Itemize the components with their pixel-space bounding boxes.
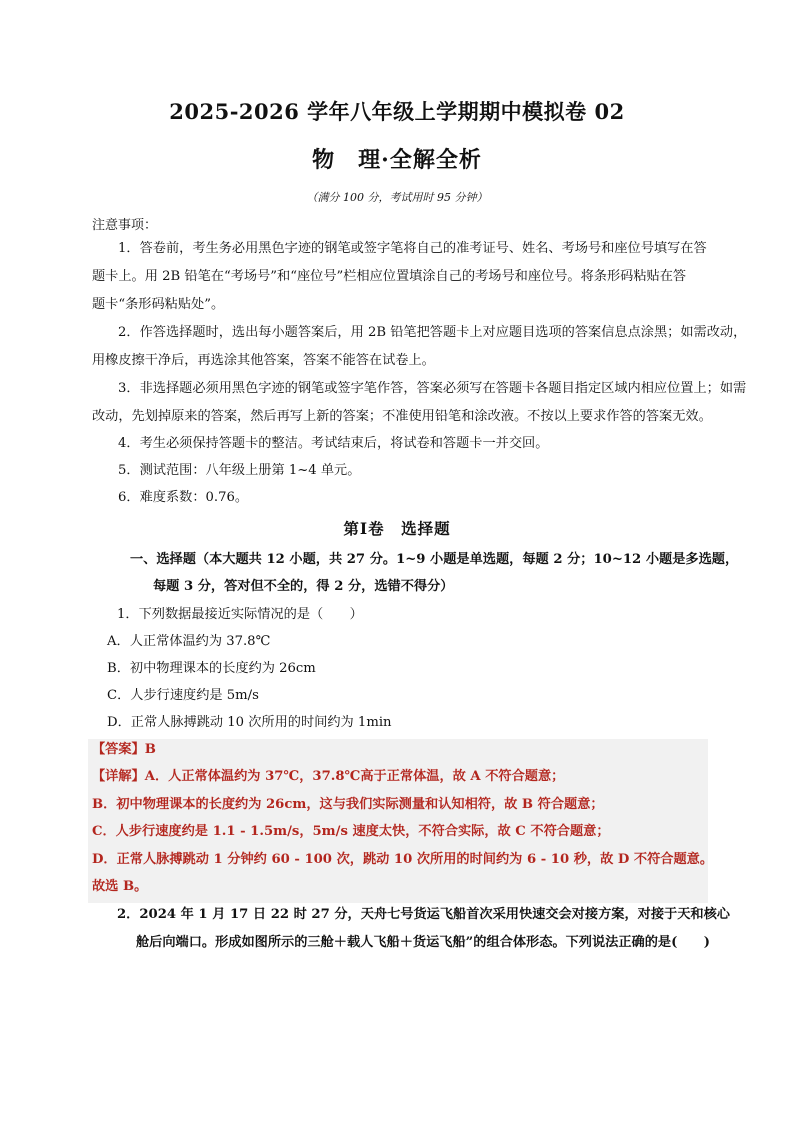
notice-line: 4．考生必须保持答题卡的整洁。考试结束后，将试卷和答题卡一并交回。: [118, 436, 549, 451]
question-1-option-c: C．人步行速度约是 5m/s: [107, 688, 259, 703]
subject-title: 物 理·全解全析: [312, 147, 482, 173]
document-title: 2025-2026 学年八年级上学期期中模拟卷 02: [169, 99, 625, 124]
notice-heading: 注意事项：: [92, 218, 158, 233]
explanation-line: C．人步行速度约是 1.1 - 1.5m/s，5m/s 速度太快，不符合实际，故 C 不符合题意；: [92, 824, 610, 839]
notice-line: 6．难度系数：0.76。: [118, 490, 249, 505]
notice-line: 用橡皮擦干净后，再选涂其他答案，答案不能答在试卷上。: [92, 353, 435, 368]
notice-line: 题卡“条形码粘贴处”。: [92, 297, 225, 312]
question-1-option-a: A．人正常体温约为 37.8℃: [107, 634, 271, 649]
question-2-line: 2．2024 年 1 月 17 日 22 时 27 分，天舟七号货运飞船首次采用快速交会对接方案，对接于天和核心: [117, 907, 730, 922]
section-instruction: 一、选择题（本大题共 12 小题，共 27 分。1~9 小题是单选题，每题 2 分；10~12 小题是多选题，: [130, 552, 739, 567]
question-1-option-b: B．初中物理课本的长度约为 26cm: [107, 661, 316, 676]
notice-line: 5．测试范围：八年级上册第 1~4 单元。: [118, 463, 361, 478]
notice-line: 3．非选择题必须用黑色字迹的钢笔或签字笔作答，答案必须写在答题卡各题目指定区域内相应位置上；如需: [118, 381, 747, 396]
section-title: 第Ⅰ卷 选择题: [343, 519, 451, 538]
notice-line: 改动，先划掉原来的答案，然后再写上新的答案；不准使用铅笔和涂改液。不按以上要求作答的答案无效。: [92, 409, 712, 424]
notice-line: 1．答卷前，考生务必用黑色字迹的钢笔或签字笔将自己的准考证号、姓名、考场号和座位号填写在答: [118, 241, 707, 256]
explanation-line: 【详解】A．人正常体温约为 37℃，37.8℃高于正常体温，故 A 不符合题意；: [92, 769, 565, 784]
question-1-stem: 1．下列数据最接近实际情况的是（ ）: [117, 607, 363, 622]
conclusion-line: 故选 B。: [92, 879, 148, 894]
answer-line: 【答案】B: [92, 742, 156, 757]
notice-line: 题卡上。用 2B 铅笔在“考场号”和“座位号”栏相应位置填涂自己的考场号和座位号。将条形码粘贴在答: [92, 269, 687, 284]
section-instruction: 每题 3 分，答对但不全的，得 2 分，选错不得分）: [153, 579, 454, 594]
answer-explanation-box: [88, 739, 708, 903]
question-1-option-d: D．正常人脉搏跳动 10 次所用的时间约为 1min: [107, 715, 392, 730]
notice-line: 2．作答选择题时，选出每小题答案后，用 2B 铅笔把答题卡上对应题目选项的答案信息点涂黑；如需改动，: [118, 325, 747, 340]
explanation-line: D．正常人脉搏跳动 1 分钟约 60 - 100 次，跳动 10 次所用的时间约为 6 - 10 秒，故 D 不符合题意。: [92, 852, 714, 867]
explanation-line: B．初中物理课本的长度约为 26cm，这与我们实际测量和认知相符，故 B 符合题意；: [92, 797, 604, 812]
score-note: （满分 100 分，考试用时 95 分钟）: [306, 191, 488, 204]
question-2-line: 舱后向端口。形成如图所示的三舱＋载人飞船＋货运飞船”的组合体形态。下列说法正确的是( ): [136, 935, 710, 950]
